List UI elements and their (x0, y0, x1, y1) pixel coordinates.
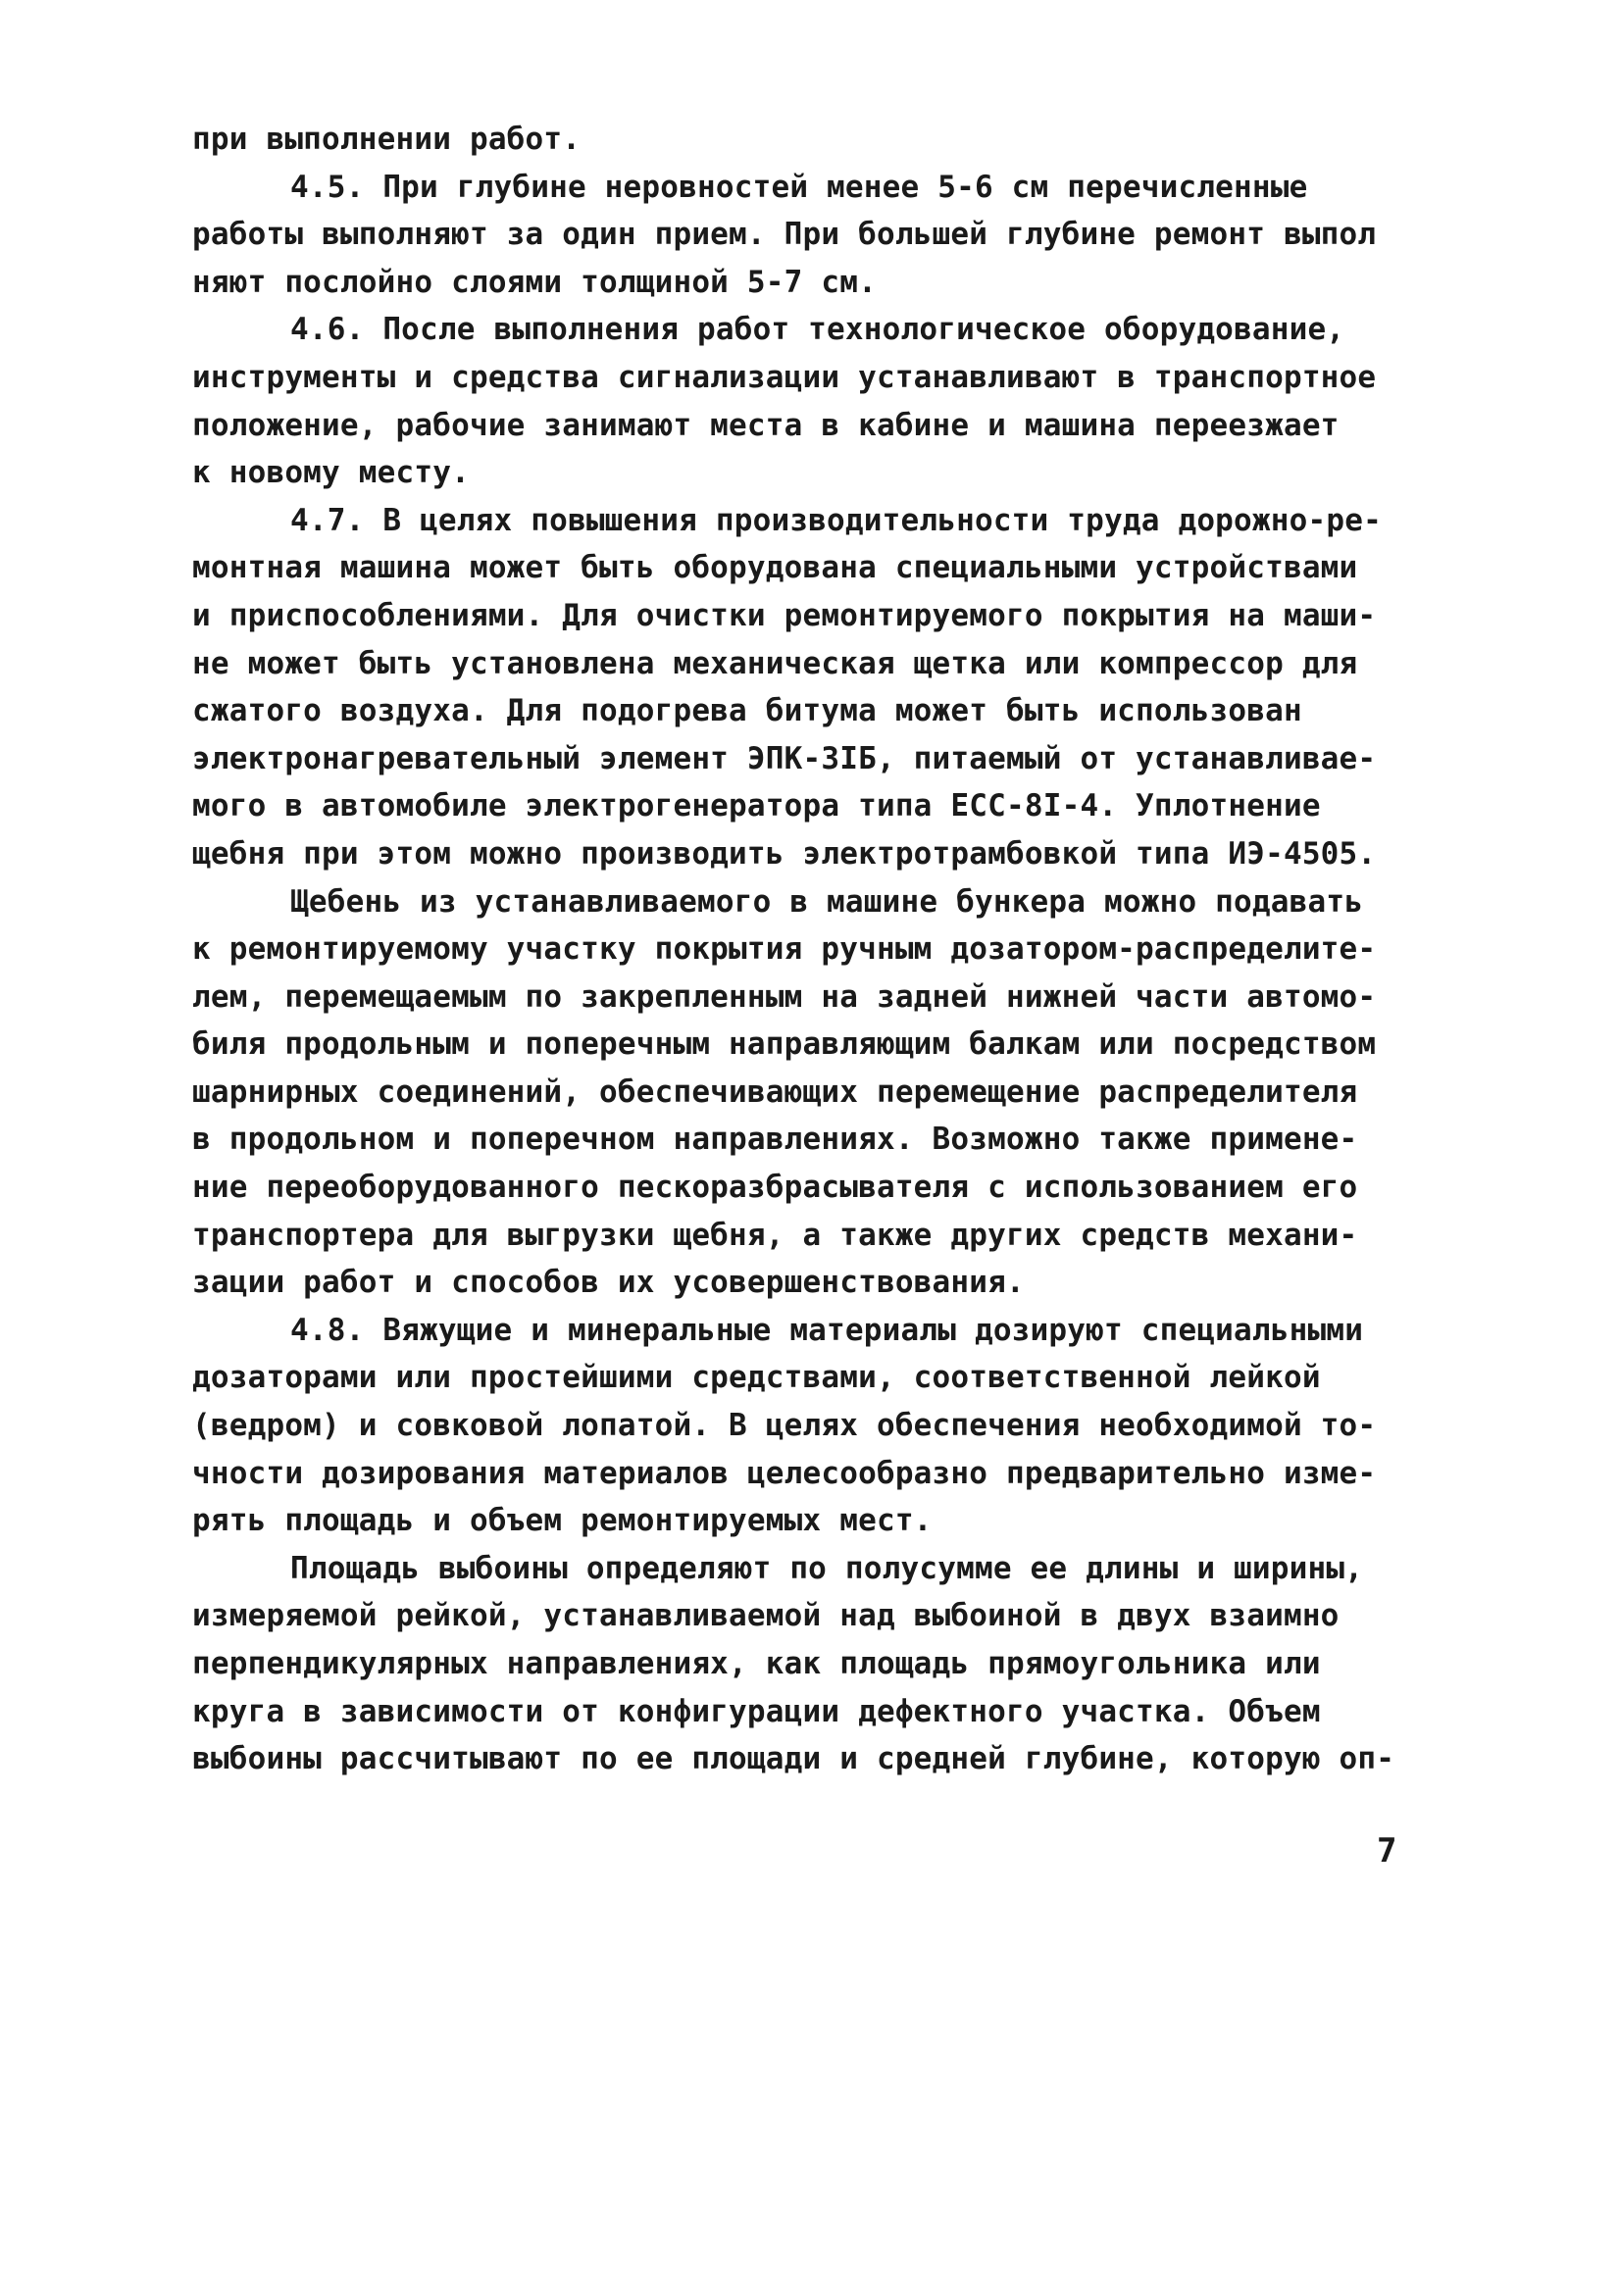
text-line: 4.8. Вяжущие и минеральные материалы дозируют специальными (290, 1312, 1364, 1348)
text-line: 4.5. При глубине неровностей менее 5-6 см перечисленные (290, 169, 1308, 205)
text-line: (ведром) и совковой лопатой. В целях обеспечения необходимой то- (192, 1408, 1377, 1444)
text-line: дозаторами или простейшими средствами, соответственной лейкой (192, 1360, 1321, 1396)
text-line: в продольном и поперечном направлениях. Возможно также примене- (192, 1122, 1358, 1158)
text-line: и приспособлениями. Для очистки ремонтируемого покрытия на маши- (192, 597, 1377, 633)
text-line: лем, перемещаемым по закрепленным на задней нижней части автомо- (192, 978, 1377, 1015)
text-line: работы выполняют за один прием. При большей глубине ремонт выпол (192, 217, 1377, 253)
text-line: 4.7. В целях повышения производительности труда дорожно-ре- (290, 502, 1382, 538)
text-line: монтная машина может быть оборудована специальными устройствами (192, 550, 1358, 586)
text-line: к ремонтируемому участку покрытия ручным дозатором-распределите- (192, 931, 1377, 968)
text-line: Щебень из устанавливаемого в машине бункера можно подавать (290, 883, 1364, 920)
page-number: 7 (1377, 1831, 1397, 1871)
text-line: сжатого воздуха. Для подогрева битума может быть использован (192, 693, 1302, 729)
text-line: щебня при этом можно производить электротрамбовкой типа ИЭ-4505. (192, 835, 1377, 872)
text-line: 4.6. После выполнения работ технологическое оборудование, (290, 312, 1345, 348)
body-text (192, 116, 1447, 1783)
text-line: няют послойно слоями толщиной 5-7 см. (192, 264, 877, 300)
text-line: рять площадь и объем ремонтируемых мест. (192, 1503, 933, 1539)
text-line: не может быть установлена механическая щетка или компрессор для (192, 645, 1358, 681)
text-line: положение, рабочие занимают места в кабине и машина переезжает (192, 407, 1340, 443)
text-line: мого в автомобиле электрогенератора типа ЕСС-8I-4. Уплотнение (192, 788, 1321, 824)
text-line: круга в зависимости от конфигурации дефектного участка. Объем (192, 1693, 1321, 1729)
text-line: чности дозирования материалов целесообразно предварительно изме- (192, 1455, 1377, 1491)
text-line: транспортера для выгрузки щебня, а также других средств механи- (192, 1217, 1358, 1253)
text-line: биля продольным и поперечным направляющим балкам или посредством (192, 1026, 1377, 1063)
text-line: измеряемой рейкой, устанавливаемой над выбоиной в двух взаимно (192, 1598, 1340, 1634)
text-line: перпендикулярных направлениях, как площадь прямоугольника или (192, 1646, 1321, 1681)
text-line: зации работ и способов их усовершенствования. (192, 1265, 1025, 1301)
text-line: Площадь выбоины определяют по полусумме ее длины и ширины, (290, 1550, 1364, 1586)
text-line: при выполнении работ. (192, 122, 582, 157)
text-line: к новому месту. (192, 455, 470, 491)
text-line: электронагревательный элемент ЭПК-3IБ, питаемый от устанавливае- (192, 740, 1377, 776)
text-line: шарнирных соединений, обеспечивающих перемещение распределителя (192, 1073, 1358, 1110)
text-line: ние переоборудованного пескоразбрасывателя с использованием его (192, 1170, 1358, 1206)
text-line: выбоины рассчитывают по ее площади и средней глубине, которую оп- (192, 1741, 1395, 1777)
text-line: инструменты и средства сигнализации устанавливают в транспортное (192, 359, 1377, 395)
